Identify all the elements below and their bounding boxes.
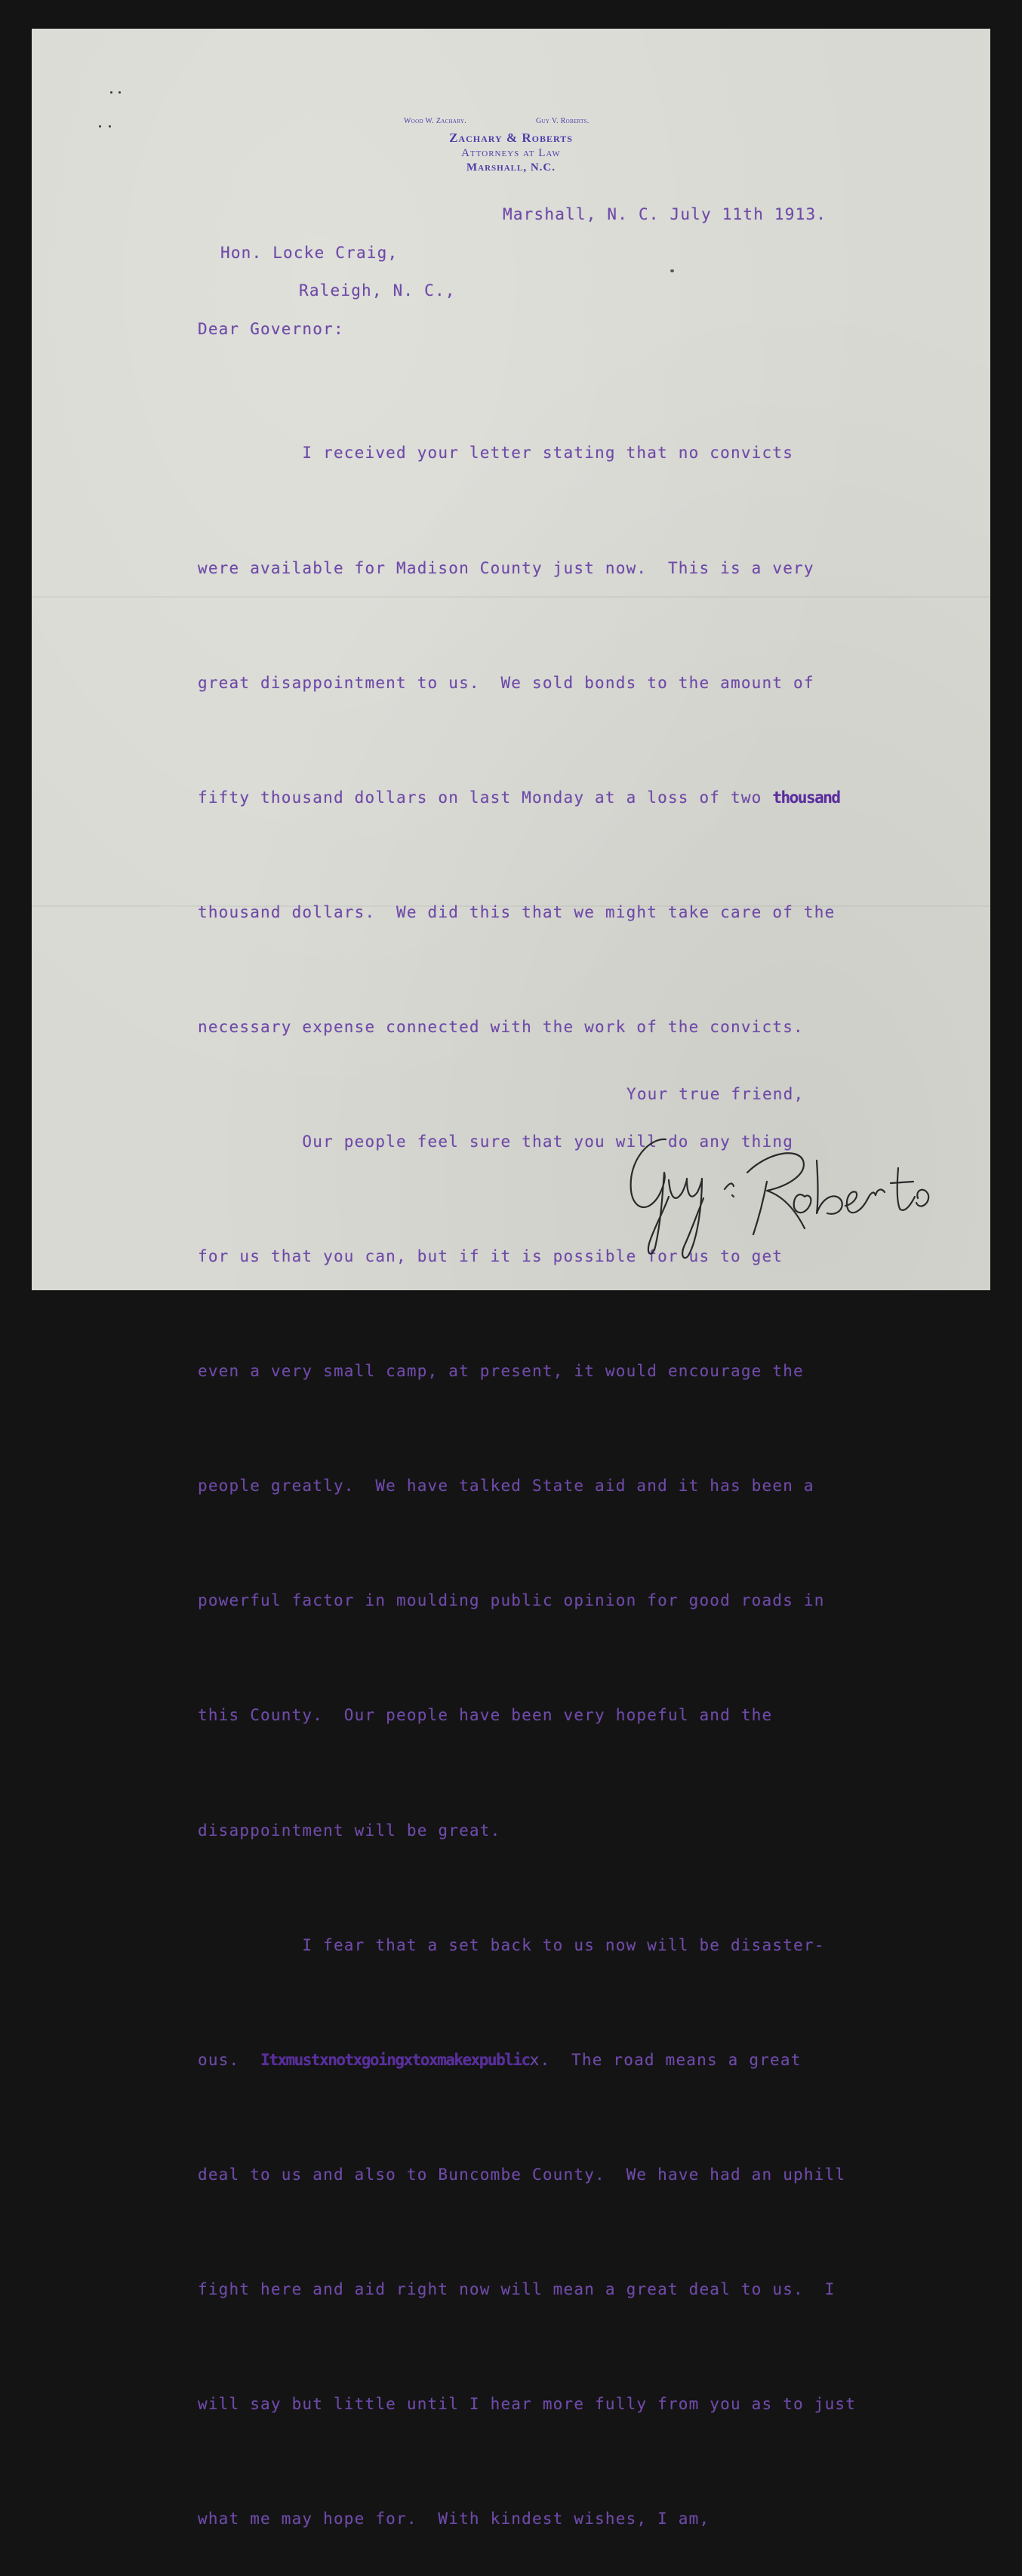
body-line: even a very small camp, at present, it would encourage the (198, 1362, 804, 1381)
paper-speck (110, 91, 112, 94)
body-line-text: fifty thousand dollars on last Monday at a loss of two (198, 788, 773, 807)
body-line: this County. Our people have been very hopeful and the (198, 1706, 773, 1725)
body-line: disappointment will be great. (198, 1821, 501, 1840)
body-line: deal to us and also to Buncombe County. We have had an uphill (198, 2165, 846, 2184)
salutation: Dear Governor: (198, 320, 344, 338)
body-line: I received your letter stating that no convicts (198, 444, 794, 463)
recipient-city: Raleigh, N. C., (299, 281, 456, 300)
body-line: thousand dollars. We did this that we might take care of the (198, 902, 836, 921)
body-line: Our people feel sure that you will do any thing (198, 1132, 794, 1151)
body-line: what me may hope for. With kindest wishes, I am, (198, 2510, 710, 2528)
closing: Your true friend, (626, 1085, 805, 1103)
body-line: great disappointment to us. We sold bonds to the amount of (198, 673, 814, 692)
body-line: powerful factor in moulding public opinion for good roads in (198, 1591, 825, 1610)
paper-speck (119, 91, 121, 94)
body-line: fight here and aid right now will mean a great deal to us. I (198, 2279, 836, 2298)
body-line: people greatly. We have talked State aid and it has been a (198, 1477, 814, 1495)
partner-name-left: Wood W. Zachary. (404, 117, 467, 125)
struck-out-sentence: Itxmustxnotxgoingxtoxmakexpublic (260, 2050, 530, 2069)
firm-title: Attorneys at Law (461, 147, 561, 159)
partner-name-right: Guy V. Roberts. (536, 117, 589, 125)
body-line-text: x. The road means a great (529, 2050, 802, 2069)
body-line: I fear that a set back to us now will be disaster- (198, 1935, 825, 1954)
body-line: were available for Madison County just now. This is a very (198, 558, 814, 577)
body-line: for us that you can, but if it is possible for us to get (198, 1247, 783, 1266)
body-line: necessary expense connected with the work of the convicts. (198, 1017, 804, 1036)
body-line-text: ous. (198, 2050, 261, 2069)
letter-body (198, 358, 953, 2576)
firm-city: Marshall, N.C. (466, 161, 556, 174)
body-line (198, 2041, 953, 2080)
letter-date: Marshall, N. C. July 11th 1913. (503, 205, 827, 223)
recipient-name: Hon. Locke Craig, (220, 244, 399, 262)
letterhead (0, 117, 1022, 174)
letterhead-partners (0, 117, 1022, 129)
body-line (198, 779, 953, 817)
struck-out-word: thousand (772, 788, 840, 807)
handwritten-signature (619, 1108, 966, 1259)
firm-name: Zachary & Roberts (449, 131, 573, 145)
paper-speck (670, 269, 674, 272)
body-line: will say but little until I hear more fully from you as to just (198, 2395, 857, 2413)
